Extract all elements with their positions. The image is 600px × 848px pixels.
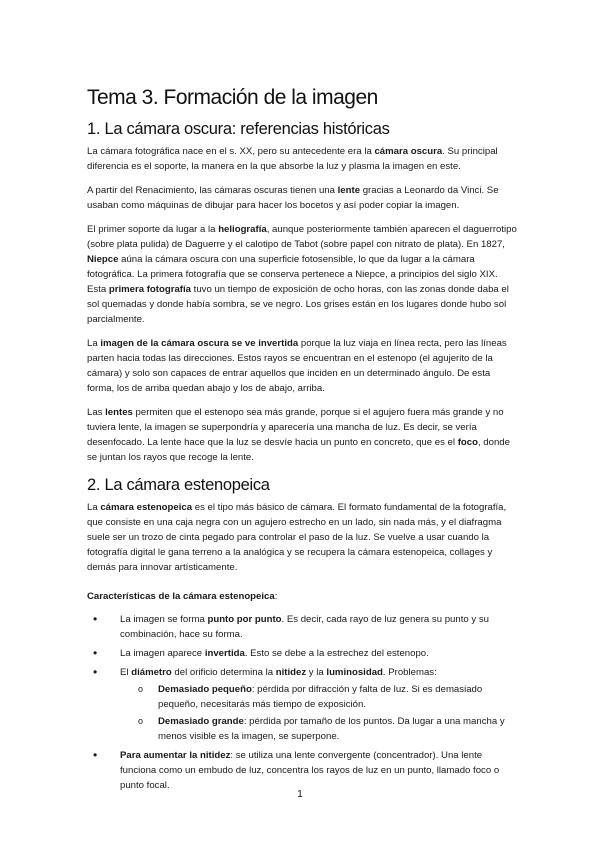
features-list: [87, 612, 517, 793]
list-item: • El diámetro del orificio determina la nitidez y la luminosidad. Problemas: o Demasiado pequeño: pérdida por difracción y falta de luz. Si es demasiado pequeño, necesitarás más tiempo de exposición. o Demasiado grande: pérdida por tamaño de los puntos. Da lugar a una mancha y menos visible es la imagen, se superpone.: [87, 665, 517, 744]
page-number: 1: [297, 789, 303, 800]
list-item: • La imagen se forma punto por punto. Es decir, cada rayo de luz genera su punto y su combinación, hace su forma.: [87, 612, 517, 642]
list-item: • Para aumentar la nitidez: se utiliza una lente convergente (concentrador). Una lente funciona como un embudo de luz, concentra los rayos de luz en un punto, llamado foco o punto focal.: [87, 748, 517, 793]
sub-list-item: o Demasiado grande: pérdida por tamaño de los puntos. Da lugar a una mancha y menos visible es la imagen, se superpone.: [120, 714, 517, 744]
sub-list: [120, 682, 517, 744]
section-1-paragraph-1: La cámara fotográfica nace en el s. XX, pero su antecedente era la cámara oscura. Su principal diferencia es el soporte, la manera en la que absorbe la luz y plasma la imagen en este.: [87, 146, 498, 172]
section-2-heading: 2. La cámara estenopeica: [87, 476, 270, 494]
section-1-paragraph-5: Las lentes permiten que el estenopo sea más grande, porque si el agujero fuera más grande y no tuviera lente, la imagen se superpondría y aparecería una mancha de luz. Es decir, se vería desenfocado. La lente hace que la luz se desvíe hacia un punto en concreto, que es el foco, donde se juntan los rayos que recoge la lente.: [87, 407, 510, 463]
section-2-paragraph-1: La cámara estenopeica es el tipo más básico de cámara. El formato fundamental de la fotografía, que consiste en una caja negra con un agujero estrecho en un lado, sin nada más, y el diafragma suele ser un trozo de cinta pegado para controlar el paso de la luz. Se vuelve a usar cuando la fotografía digital le gana terreno a la analógica y se recupera la cámara estenopeica, collages y demás para innovar artísticamente.: [87, 502, 507, 573]
document-title: Tema 3. Formación de la imagen: [87, 86, 378, 109]
features-heading: Características de la cámara estenopeica:: [87, 591, 278, 602]
list-item: • La imagen aparece invertida. Esto se debe a la estrechez del estenopo.: [87, 646, 517, 661]
section-1-paragraph-3: El primer soporte da lugar a la heliografía, aunque posteriormente también aparecen el daguerrotipo (sobre plata pulida) de Daguerre y el calotipo de Tabot (sobre papel con nitrato de plata). En 1827, Niepce aúna la cámara oscura con una superficie fotosensible, lo que da lugar a la cámara fotográfica. La primera fotografía que se conserva pertenece a Niepce, a principios del siglo XIX. Esta primera fotografía tuvo un tiempo de exposición de ocho horas, con las zonas donde daba el sol quemadas y donde había sombra, se ve negro. Los grises están en los lugares donde hubo sol parcialmente.: [87, 224, 517, 325]
section-1-heading: 1. La cámara oscura: referencias históricas: [87, 120, 390, 138]
section-1-paragraph-4: La imagen de la cámara oscura se ve invertida porque la luz viaja en línea recta, pero las líneas parten hacia todas las direcciones. Estos rayos se encuentran en el estenopo (el agujerito de la cámara) y solo son capaces de entrar aquellos que inciden en un determinado ángulo. De esta forma, los de arriba quedan abajo y los de abajo, arriba.: [87, 338, 507, 394]
sub-list-item: o Demasiado pequeño: pérdida por difracción y falta de luz. Si es demasiado pequeño, necesitarás más tiempo de exposición.: [120, 682, 517, 712]
section-1-paragraph-2: A partir del Renacimiento, las cámaras oscuras tienen una lente gracias a Leonardo da Vinci. Se usaban como máquinas de dibujar para hacer los bocetos y así poder copiar la imagen.: [87, 185, 499, 211]
page-content: [87, 84, 517, 797]
